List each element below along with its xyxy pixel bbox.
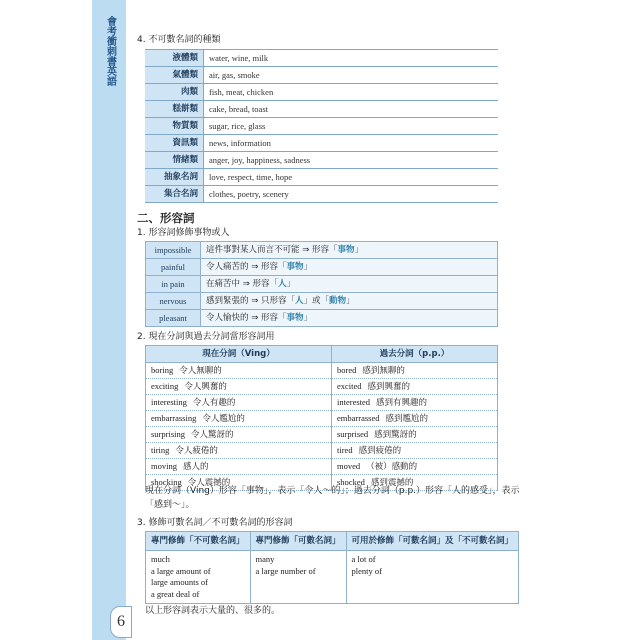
past-participle-meaning: （被）感動的 [366, 462, 418, 472]
noun-category: 氣體類 [145, 67, 204, 84]
past-participle-meaning: 感到有興趣的 [376, 398, 428, 408]
meaning-text: 」 [303, 262, 313, 272]
quantity-adjective: plenty of [351, 565, 382, 576]
adjective-meaning [201, 242, 498, 259]
keyword: 動物 [329, 296, 347, 306]
present-participle-word: surprising [151, 429, 185, 439]
keyword: 事物 [337, 245, 355, 255]
countable-only-header: 專門修飾「可數名詞」 [250, 532, 346, 551]
table-row [146, 276, 498, 293]
present-participle-meaning: 令人震撼的 [187, 478, 231, 488]
noun-category: 情緒類 [145, 152, 204, 169]
present-participle-meaning: 令人有趣的 [192, 398, 236, 408]
book-title: 會考衝刺書英語 [107, 17, 117, 88]
subheading-participles: 2. 現在分詞與過去分詞當形容詞用 [137, 332, 275, 342]
table-row [145, 67, 498, 84]
past-participle-word: shocked [337, 477, 365, 487]
noun-category: 糕餅類 [145, 101, 204, 118]
past-participle-cell [332, 363, 498, 379]
meaning-text: 」 [354, 245, 364, 255]
table-row [146, 443, 498, 459]
past-participle-meaning: 感到驚訝的 [374, 430, 417, 440]
table-row [146, 395, 498, 411]
present-participle-meaning: 令人尷尬的 [202, 414, 245, 424]
table-row [146, 310, 498, 327]
noun-category: 肉類 [145, 84, 204, 101]
adjective-word: painful [146, 259, 201, 276]
table-row [145, 101, 498, 118]
noun-examples: sugar, rice, glass [204, 118, 499, 135]
meaning-text: 這件事對某人而言不可能 ⇒ 形容「 [206, 245, 338, 255]
present-participle-cell [146, 395, 332, 411]
section-heading-uncountable: 4. 不可數名詞的種類 [137, 35, 221, 45]
table-row [145, 84, 498, 101]
quantity-adjective-cell [250, 551, 346, 604]
present-participle-meaning: 感人的 [182, 462, 209, 472]
present-participle-cell [146, 363, 332, 379]
table-row [146, 259, 498, 276]
adjective-word: nervous [146, 293, 201, 310]
past-participle-word: surprised [337, 429, 369, 439]
past-participle-meaning: 感到尷尬的 [385, 414, 428, 424]
present-participle-meaning: 令人疲倦的 [175, 446, 218, 456]
past-participle-cell [332, 459, 498, 475]
past-participle-header: 過去分詞（p.p.） [332, 346, 498, 363]
keyword: 人 [278, 279, 287, 289]
noun-category: 資訊類 [145, 135, 204, 152]
keyword: 人 [295, 296, 304, 306]
adjective-word: impossible [146, 242, 201, 259]
present-participle-word: tiring [151, 445, 170, 455]
participle-note-line2: 「感到～」。 [145, 500, 195, 510]
present-participle-word: embarrassing [151, 413, 197, 423]
past-participle-meaning: 感到無聊的 [362, 366, 405, 376]
noun-examples: love, respect, time, hope [204, 169, 499, 186]
quantity-adjective: many [255, 554, 275, 564]
adjective-meaning [201, 259, 498, 276]
table-row [146, 427, 498, 443]
table-row [145, 50, 498, 67]
table-row [146, 242, 498, 259]
quantity-adjective-cell [346, 551, 519, 604]
quantity-adjective: a large amount of [151, 565, 211, 576]
noun-examples: news, information [204, 135, 499, 152]
noun-category: 物質類 [145, 118, 204, 135]
keyword: 事物 [286, 262, 304, 272]
quantity-adjective: a great deal of [151, 588, 200, 599]
noun-examples: water, wine, milk [204, 50, 499, 67]
past-participle-cell [332, 411, 498, 427]
noun-category: 抽象名詞 [145, 169, 204, 186]
uncountable-noun-table [145, 49, 498, 203]
present-participle-cell [146, 411, 332, 427]
noun-examples: anger, joy, happiness, sadness [204, 152, 499, 169]
past-participle-meaning: 感到疲倦的 [358, 446, 402, 456]
table-row [145, 135, 498, 152]
table-row [146, 459, 498, 475]
adjective-usage-table [145, 241, 498, 327]
past-participle-meaning: 感到震撼的 [370, 478, 414, 488]
present-participle-cell [146, 427, 332, 443]
present-participle-word: exciting [151, 381, 179, 391]
present-participle-cell [146, 459, 332, 475]
meaning-text: 」 [286, 279, 296, 289]
noun-examples: clothes, poetry, scenery [204, 186, 499, 203]
adjective-word: pleasant [146, 310, 201, 327]
past-participle-cell [332, 379, 498, 395]
quantity-adjective: a large number of [255, 565, 316, 576]
past-participle-cell [332, 443, 498, 459]
present-participle-cell [146, 379, 332, 395]
table-row [146, 293, 498, 310]
past-participle-word: interested [337, 397, 371, 407]
quantity-adjective-cell [146, 551, 251, 604]
present-participle-word: moving [151, 461, 177, 471]
uncountable-only-header: 專門修飾「不可數名詞」 [146, 532, 251, 551]
adjective-word: in pain [146, 276, 201, 293]
past-participle-word: excited [337, 381, 362, 391]
adjective-section-title: 二、形容詞 [137, 211, 195, 225]
noun-category: 液體類 [145, 50, 204, 67]
both-header: 可用於修飾「可數名詞」及「不可數名詞」 [346, 532, 519, 551]
table-row [146, 363, 498, 379]
present-participle-word: shocking [151, 477, 182, 487]
present-participle-word: boring [151, 365, 174, 375]
page-number: 6 [110, 606, 132, 638]
noun-examples: fish, meat, chicken [204, 84, 499, 101]
sidebar-strip [92, 0, 126, 640]
present-participle-meaning: 令人驚訝的 [191, 430, 234, 440]
quantity-adjective: large amounts of [151, 577, 208, 587]
keyword: 事物 [286, 313, 304, 323]
table-row [145, 186, 498, 203]
noun-category: 集合名詞 [145, 186, 204, 203]
meaning-text: 令人痛苦的 ⇒ 形容「 [206, 262, 287, 272]
quantity-adjective: much [151, 554, 170, 564]
subheading-adj-modify: 1. 形容詞修飾事物或人 [137, 228, 230, 238]
quantity-adjective: a lot of [351, 554, 376, 564]
table-row [146, 379, 498, 395]
table-row [146, 411, 498, 427]
adjective-meaning [201, 310, 498, 327]
past-participle-word: embarrassed [337, 413, 380, 423]
participle-table [145, 345, 498, 491]
meaning-text: 令人愉快的 ⇒ 形容「 [206, 313, 287, 323]
meaning-text: 」 [303, 313, 313, 323]
past-participle-meaning: 感到興奮的 [367, 382, 411, 392]
meaning-text: 」 [346, 296, 355, 306]
present-participle-cell [146, 443, 332, 459]
meaning-text: 感到緊張的 ⇒ 只形容「 [206, 296, 296, 306]
quantity-adjective-table [145, 531, 519, 604]
present-participle-meaning: 令人無聊的 [179, 366, 222, 376]
past-participle-word: moved [337, 461, 361, 471]
subheading-quantity-adjectives: 3. 修飾可數名詞／不可數名詞的形容詞 [137, 518, 293, 528]
past-participle-word: bored [337, 365, 357, 375]
table-row [145, 118, 498, 135]
footer-note: 以上形容詞表示大量的、很多的。 [145, 606, 281, 616]
adjective-meaning [201, 276, 498, 293]
meaning-text: 在痛苦中 ⇒ 形容「 [206, 279, 279, 289]
noun-examples: cake, bread, toast [204, 101, 499, 118]
table-row [145, 169, 498, 186]
present-participle-word: interesting [151, 397, 187, 407]
past-participle-word: tired [337, 445, 353, 455]
noun-examples: air, gas, smoke [204, 67, 499, 84]
present-participle-header: 現在分詞（Ving） [146, 346, 332, 363]
participle-note-line1: 現在分詞（Ving）形容「事物」，表示「令人～的」；過去分詞（p.p.）形容「人的感受」，表示 [145, 486, 520, 496]
adjective-meaning [201, 293, 498, 310]
past-participle-cell [332, 395, 498, 411]
present-participle-meaning: 令人興奮的 [184, 382, 227, 392]
past-participle-cell [332, 427, 498, 443]
meaning-text: 」或「 [303, 296, 330, 306]
table-row [145, 152, 498, 169]
